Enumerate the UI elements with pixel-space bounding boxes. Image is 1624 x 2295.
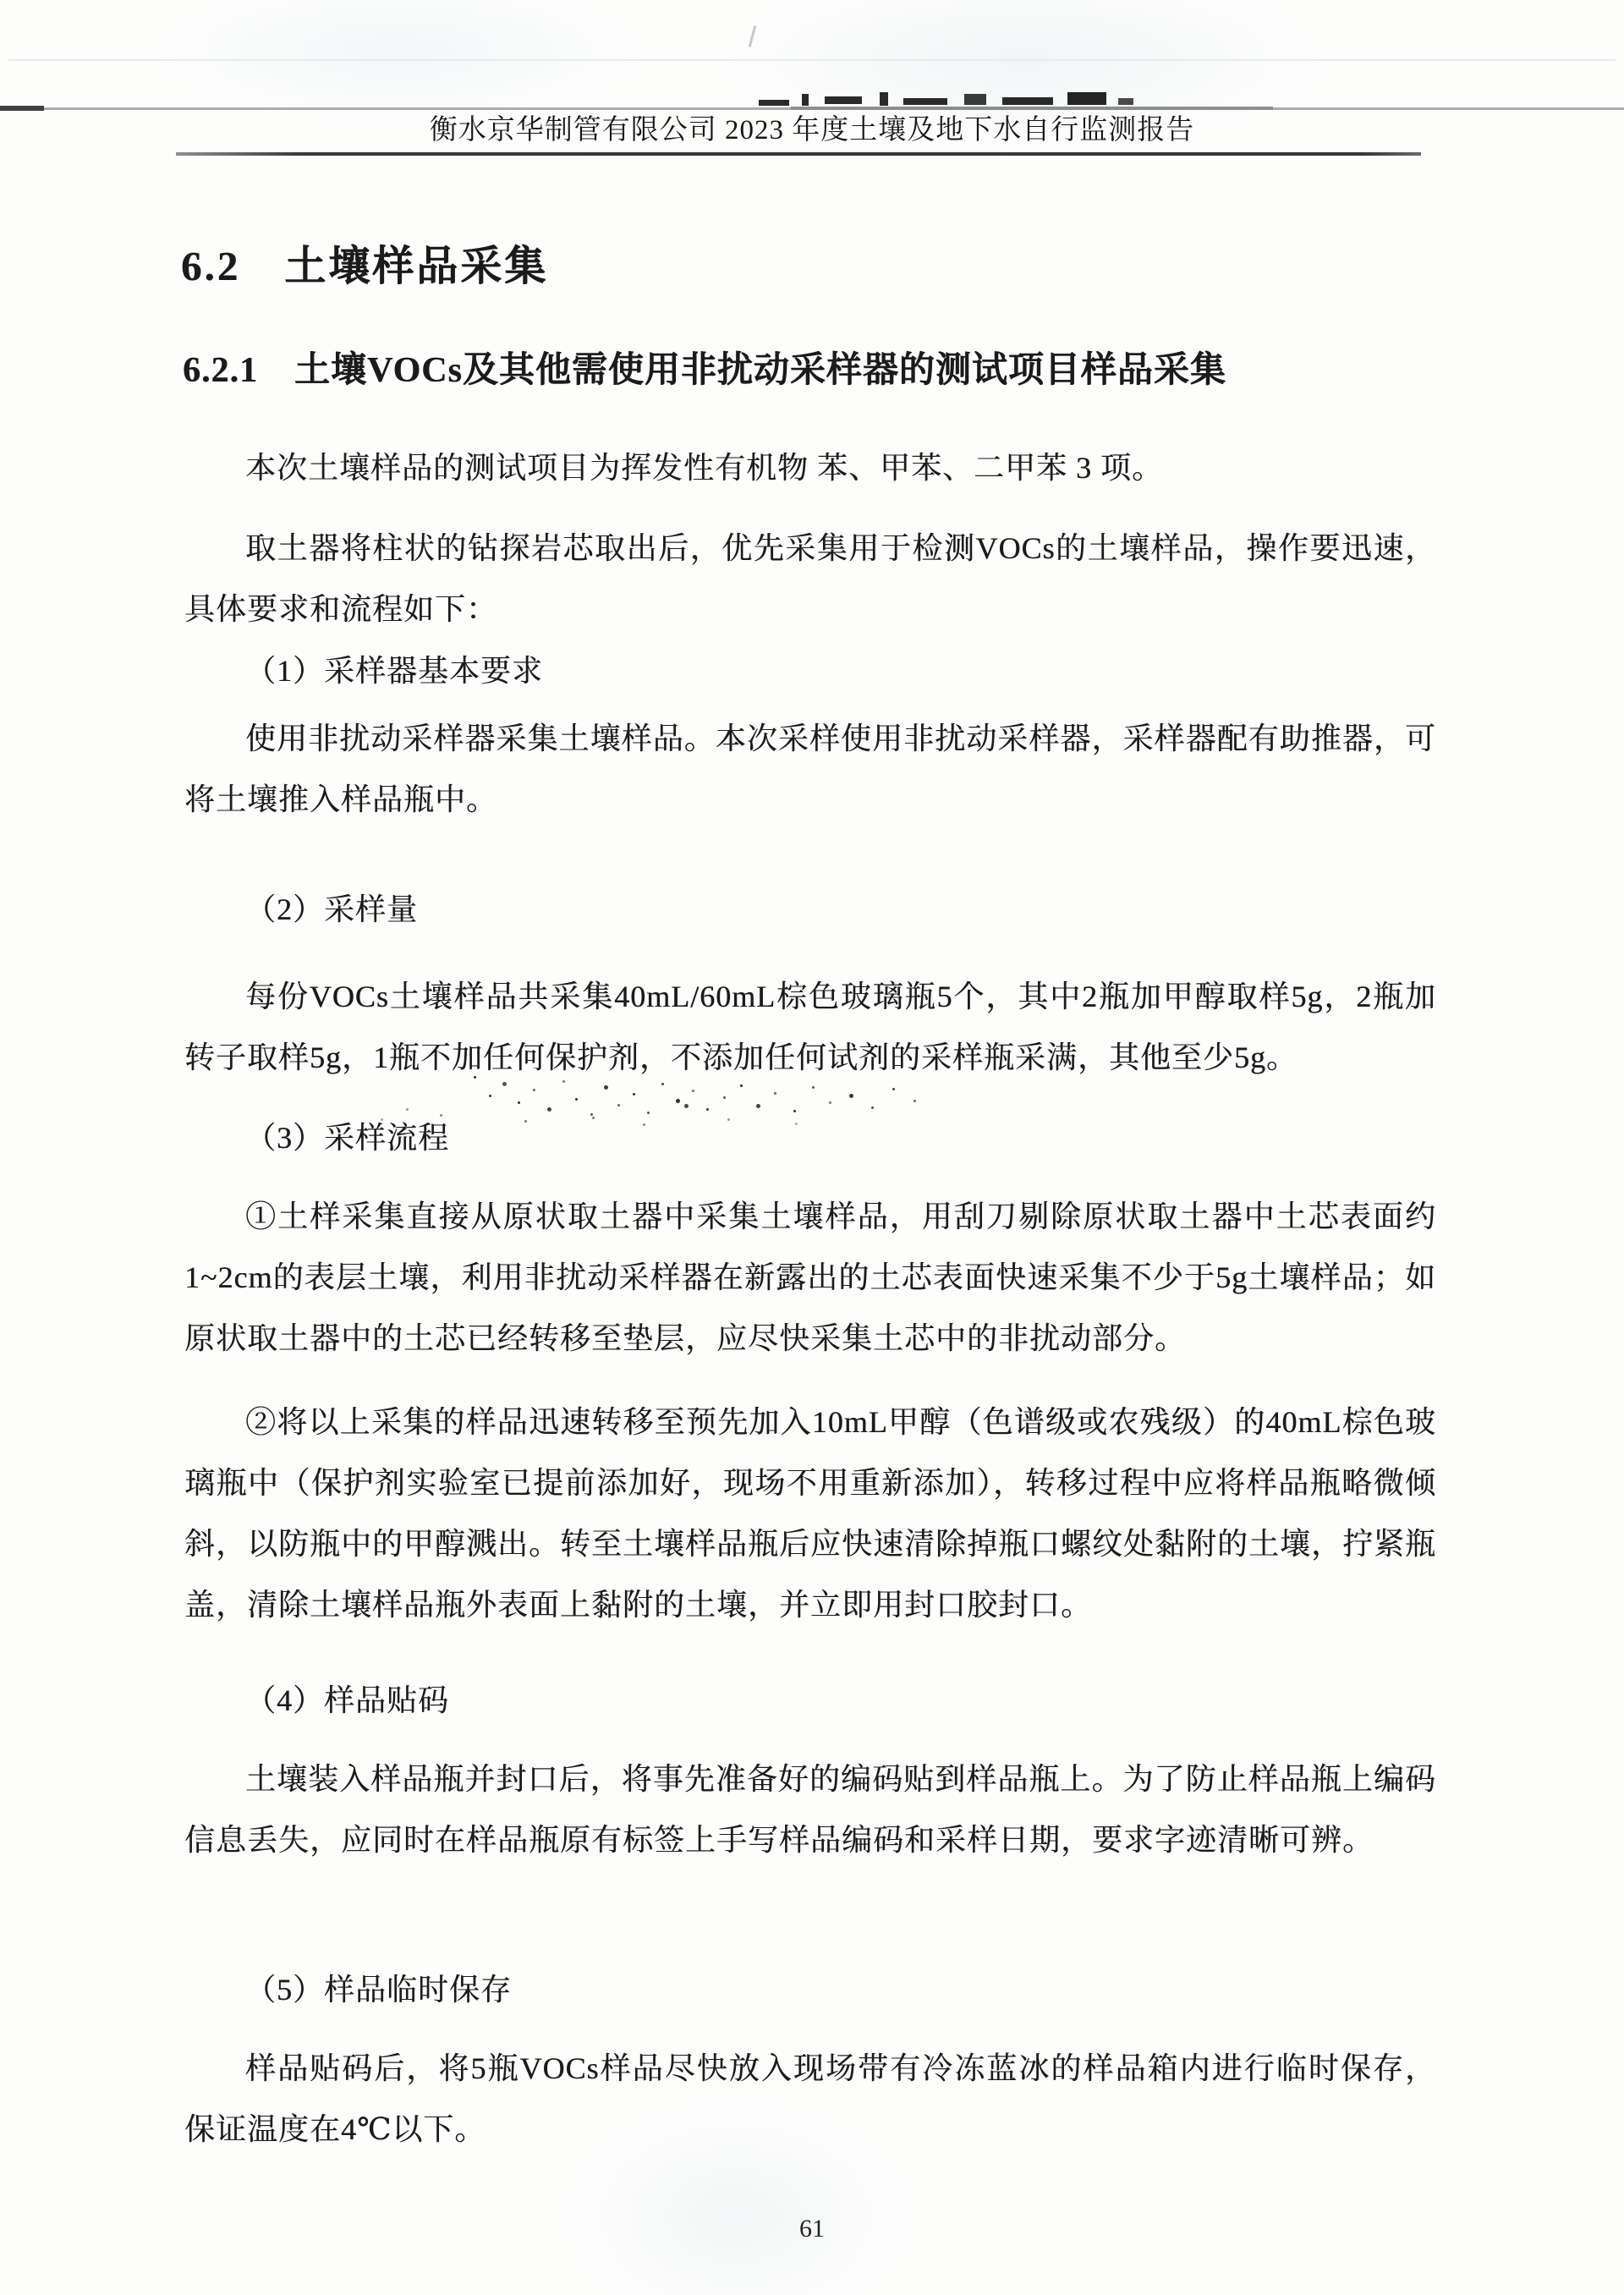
- body-paragraph: ①土样采集直接从原状取土器中采集土壤样品，用刮刀剔除原状取土器中土芯表面约1~2cm的表层土壤，利用非扰动采样器在新露出的土芯表面快速采集不少于5g土壤样品；如原状取土器中的土芯已经转移至垫层，应尽快采集土芯中的非扰动部分。: [184, 1200, 1436, 1355]
- running-header-top-rule-cap: [0, 106, 44, 111]
- body-paragraph: 每份VOCs土壤样品共采集40mL/60mL棕色玻璃瓶5个，其中2瓶加甲醇取样5g，2瓶加转子取样5g，1瓶不加任何保护剂，不添加任何试剂的采样瓶采满，其他至少5g。: [184, 980, 1436, 1074]
- scan-fragment: [964, 94, 986, 105]
- item-heading: （4）样品贴码: [245, 1683, 450, 1717]
- body-paragraph: 样品贴码后，将5瓶VOCs样品尽快放入现场带有冷冻蓝冰的样品箱内进行临时保存，保证温度在4℃以下。: [184, 2051, 1436, 2146]
- scan-smudge-artifact: [474, 1076, 476, 1079]
- running-header-title: 衡水京华制管有限公司 2023 年度土壤及地下水自行监测报告: [429, 115, 1195, 145]
- running-header-top-rule-segment: [791, 107, 1273, 110]
- body-paragraph: 使用非扰动采样器采集土壤样品。本次采样使用非扰动采样器，采样器配有助推器，可将土壤推入样品瓶中。: [184, 722, 1436, 816]
- top-faint-rule: [8, 59, 1616, 61]
- item-heading: （5）样品临时保存: [245, 1973, 513, 2007]
- scan-fragment: [825, 96, 862, 104]
- body-paragraph: ②将以上采集的样品迅速转移至预先加入10mL甲醇（色谱级或农残级）的40mL棕色玻璃瓶中（保护剂实验室已提前添加好，现场不用重新添加），转移过程中应将样品瓶略微倾斜，以防瓶中的甲醇溅出。转至土壤样品瓶后应快速清除掉瓶口螺纹处黏附的土壤，拧紧瓶盖，清除土壤样品瓶外表面上黏附的土壤，并立即用封口胶封口。: [184, 1405, 1437, 1622]
- page-number: 61: [799, 2215, 825, 2243]
- subsection-title: 6.2.1 土壤VOCs及其他需使用非扰动采样器的测试项目样品采集: [183, 351, 1226, 390]
- item-heading: （3）采样流程: [245, 1121, 450, 1155]
- section-title: 6.2 土壤样品采集: [181, 243, 549, 289]
- scan-tick-artifact: [749, 25, 757, 47]
- scan-fragment: [759, 100, 789, 106]
- scan-fragment: [1002, 97, 1053, 105]
- scan-fragment: [1067, 92, 1106, 105]
- scan-fragment: [880, 92, 888, 106]
- body-paragraph: 取土器将柱状的钻探岩芯取出后，优先采集用于检测VOCs的土壤样品，操作要迅速，具体要求和流程如下：: [184, 531, 1436, 626]
- scan-fragment: [802, 94, 809, 106]
- scan-fragment: [903, 98, 947, 105]
- item-heading: （1）采样器基本要求: [245, 654, 544, 688]
- scan-fragment: [1118, 98, 1133, 105]
- body-paragraph: 土壤装入样品瓶并封口后，将事先准备好的编码贴到样品瓶上。为了防止样品瓶上编码信息丢失，应同时在样品瓶原有标签上手写样品编码和采样日期，要求字迹清晰可辨。: [184, 1762, 1436, 1857]
- running-header-bottom-rule: [176, 152, 1421, 156]
- item-heading: （2）采样量: [245, 892, 419, 926]
- body-paragraph: 本次土壤样品的测试项目为挥发性有机物 苯、甲苯、二甲苯 3 项。: [245, 451, 1164, 485]
